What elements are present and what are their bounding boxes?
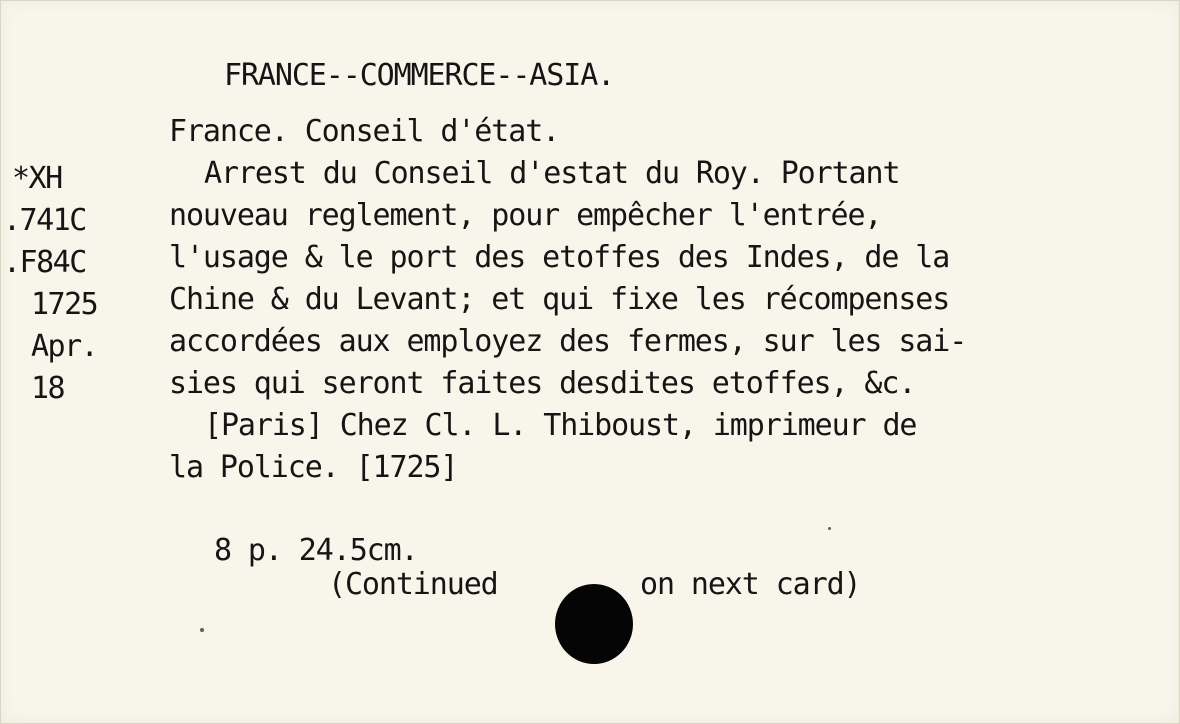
punch-hole [555, 584, 633, 664]
collation-line: 8 p. 24.5cm. [214, 533, 418, 568]
author-heading: France. Conseil d'état. [169, 114, 560, 149]
imprint-line: [Paris] Chez Cl. L. Thiboust, imprimeur de [204, 408, 917, 443]
call-number-line: .741C [3, 203, 86, 238]
call-number-line: 1725 [31, 287, 98, 322]
subject-heading: FRANCE--COMMERCE--ASIA. [224, 58, 615, 93]
title-line: sies qui seront faites desdites etoffes, &c. [169, 366, 916, 401]
title-line: nouveau reglement, pour empêcher l'entrée, [169, 198, 882, 233]
card-speck [200, 628, 204, 632]
call-number-line: Apr. [31, 329, 98, 364]
title-line: Arrest du Conseil d'estat du Roy. Portant [204, 156, 900, 191]
title-line: l'usage & le port des etoffes des Indes, de la [169, 240, 950, 275]
title-line: accordées aux employez des fermes, sur les sai- [169, 324, 967, 359]
imprint-line: la Police. [1725] [169, 450, 458, 485]
card-speck [828, 527, 831, 530]
call-number-line: *XH [12, 161, 62, 196]
continued-note-end: on next card) [640, 567, 861, 602]
continued-note-start: (Continued [328, 567, 498, 602]
title-line: Chine & du Levant; et qui fixe les récompenses [169, 282, 950, 317]
call-number-line: 18 [31, 371, 65, 406]
call-number-line: .F84C [3, 245, 86, 280]
